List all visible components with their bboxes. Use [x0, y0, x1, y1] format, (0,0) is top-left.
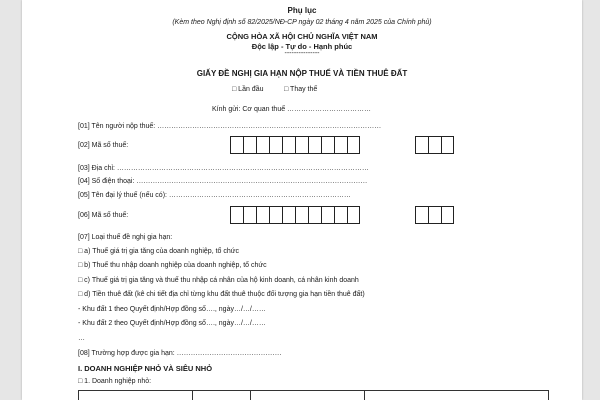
agent-tax-id-box[interactable]	[321, 206, 334, 224]
tax-id-box[interactable]	[269, 136, 282, 154]
tax-id-box[interactable]	[295, 136, 308, 154]
field-address[interactable]: [03] Địa chỉ: ………………………………………………………………………………………………	[78, 165, 369, 172]
field-extension-case[interactable]: [08] Trường hợp được gia hạn: ………………………………………	[78, 350, 282, 357]
option-replace-checkbox[interactable]: □ Thay thế	[284, 86, 318, 93]
agent-tax-id-branch-box[interactable]	[441, 206, 454, 224]
decree-note: (Kèm theo Nghị định số 82/2025/NĐ-CP ngày 02 tháng 4 năm 2025 của Chính phủ)	[172, 19, 432, 26]
land-item-2[interactable]: - Khu đất 2 theo Quyết định/Hợp đồng số…., ngày…/…/……	[78, 320, 266, 327]
addressee-line: Kính gửi: Cơ quan thuế ………………………………	[212, 106, 372, 113]
tax-type-option-d[interactable]: □ d) Tiền thuê đất (kê chi tiết địa chỉ từng khu đất thuê thuộc đối tượng gia hạn tiền thuê đất)	[78, 291, 365, 298]
table-col-border	[364, 390, 365, 400]
section-1-heading: I. DOANH NGHIỆP NHỎ VÀ SIÊU NHỎ	[78, 364, 213, 373]
field-phone[interactable]: [04] Số điện thoại: ………………………………………………………………………………………	[78, 178, 368, 185]
tax-id-box[interactable]	[230, 136, 243, 154]
table-col-border	[192, 390, 193, 400]
tax-id-box[interactable]	[256, 136, 269, 154]
tax-type-option-c[interactable]: □ c) Thuế giá trị gia tăng và thuế thu nhập cá nhân của hộ kinh doanh, cá nhân kinh doanh	[78, 277, 359, 284]
republic-heading: CỘNG HÒA XÃ HỘI CHỦ NGHĨA VIỆT NAM	[226, 32, 378, 41]
document-page	[22, 0, 582, 400]
motto: Độc lập - Tự do - Hạnh phúc	[251, 42, 353, 51]
agent-tax-id-box[interactable]	[295, 206, 308, 224]
agent-tax-id-boxes[interactable]	[230, 206, 360, 224]
tax-id-branch-boxes[interactable]	[415, 136, 454, 154]
table-col-border	[78, 390, 79, 400]
agent-tax-id-box[interactable]	[282, 206, 295, 224]
field-tax-id-label: [02] Mã số thuế:	[78, 142, 129, 149]
tax-id-box[interactable]	[282, 136, 295, 154]
tax-type-option-a[interactable]: □ a) Thuế giá trị gia tăng của doanh nghiệp, tổ chức	[78, 248, 239, 255]
header-separator: ---------------	[284, 50, 320, 57]
field-tax-type-heading: [07] Loại thuế đề nghị gia hạn:	[78, 234, 173, 241]
table-col-border	[250, 390, 251, 400]
form-title: GIẤY ĐỀ NGHỊ GIA HẠN NỘP THUẾ VÀ TIỀN THUÊ ĐẤT	[196, 69, 408, 78]
field-agent-tax-id-label: [06] Mã số thuế:	[78, 212, 129, 219]
tax-id-branch-box[interactable]	[441, 136, 454, 154]
agent-tax-id-branch-boxes[interactable]	[415, 206, 454, 224]
tax-type-option-b[interactable]: □ b) Thuế thu nhập doanh nghiệp của doanh nghiệp, tổ chức	[78, 262, 267, 269]
field-taxpayer-name[interactable]: [01] Tên người nộp thuế: ……………………………………………………………………………………	[78, 123, 382, 130]
tax-id-box[interactable]	[347, 136, 360, 154]
appendix-heading: Phụ lục	[287, 6, 317, 15]
land-item-more: …	[78, 335, 85, 342]
agent-tax-id-box[interactable]	[230, 206, 243, 224]
agent-tax-id-box[interactable]	[256, 206, 269, 224]
agent-tax-id-box[interactable]	[243, 206, 256, 224]
option-first-checkbox[interactable]: □ Lần đầu	[232, 86, 264, 93]
agent-tax-id-box[interactable]	[308, 206, 321, 224]
section-1-item-1[interactable]: □ 1. Doanh nghiệp nhỏ:	[78, 378, 152, 385]
table-col-border	[548, 390, 549, 400]
field-tax-agent[interactable]: [05] Tên đại lý thuế (nếu có): ……………………………………………………………………	[78, 192, 351, 199]
table-top-border	[78, 390, 548, 400]
agent-tax-id-branch-box[interactable]	[415, 206, 428, 224]
agent-tax-id-box[interactable]	[347, 206, 360, 224]
agent-tax-id-box[interactable]	[269, 206, 282, 224]
tax-id-branch-box[interactable]	[428, 136, 441, 154]
tax-id-box[interactable]	[321, 136, 334, 154]
tax-id-box[interactable]	[334, 136, 347, 154]
land-item-1[interactable]: - Khu đất 1 theo Quyết định/Hợp đồng số…., ngày…/…/……	[78, 306, 266, 313]
tax-id-boxes[interactable]	[230, 136, 360, 154]
agent-tax-id-branch-box[interactable]	[428, 206, 441, 224]
tax-id-box[interactable]	[308, 136, 321, 154]
tax-id-box[interactable]	[243, 136, 256, 154]
agent-tax-id-box[interactable]	[334, 206, 347, 224]
tax-id-branch-box[interactable]	[415, 136, 428, 154]
